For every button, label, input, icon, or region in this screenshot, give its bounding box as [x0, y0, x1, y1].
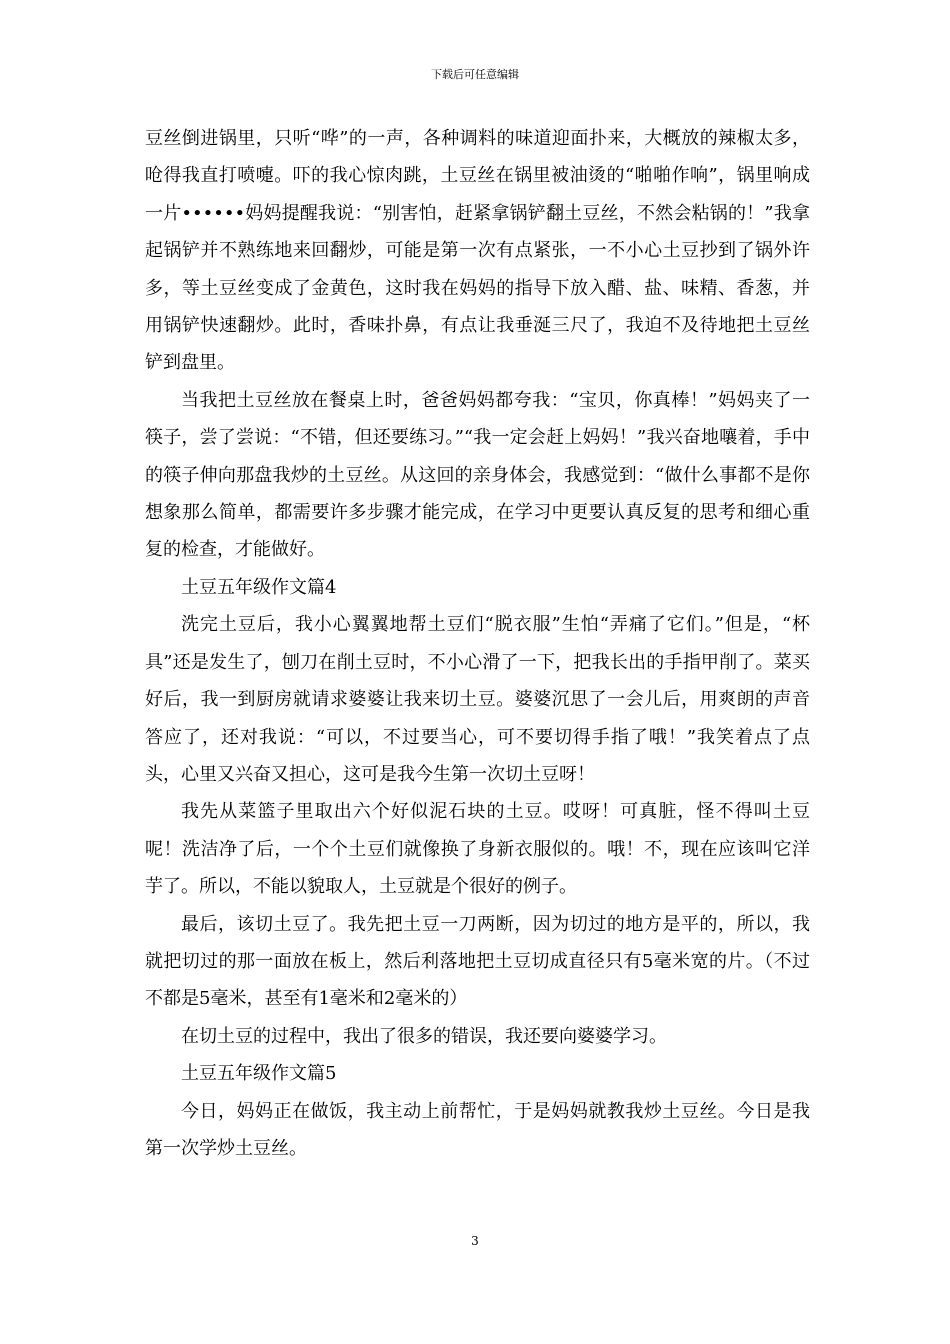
- section-heading: 土豆五年级作文篇4: [181, 576, 337, 598]
- paragraph: 我先从菜篮子里取出六个好似泥石块的土豆。哎呀！可真脏，怪不得叫土豆呢！洗洁净了后，一个个土豆们就像换了身新衣服似的。哦！不，现在应该叫它洋芋了。所以，不能以貌取人，土豆就是个很好的例子。: [145, 801, 810, 898]
- paragraph: 最后，该切土豆了。我先把土豆一刀两断，因为切过的地方是平的，所以，我就把切过的那一面放在板上，然后利落地把土豆切成直径只有5毫米宽的片。（不过不都是5毫米，甚至有1毫米和2毫米的）: [145, 913, 810, 1010]
- paragraph: 豆丝倒进锅里，只听“哗”的一声，各种调料的味道迎面扑来，大概放的辣椒太多，呛得我直打喷嚏。吓的我心惊肉跳，土豆丝在锅里被油烫的“啪啪作响”，锅里响成一片••••••妈妈提醒我说：“别害怕，赶紧拿锅铲翻土豆丝，不然会粘锅的！”我拿起锅铲并不熟练地来回翻炒，可能是第一次有点紧张，一不小心土豆抄到了锅外许多，等土豆丝变成了金黄色，这时我在妈妈的指导下放入醋、盐、味精、香葱，并用锅铲快速翻炒。此时，香味扑鼻，有点让我垂涎三尺了，我迫不及待地把土豆丝铲到盘里。: [145, 128, 810, 374]
- paragraph: 当我把土豆丝放在餐桌上时，爸爸妈妈都夸我：“宝贝，你真棒！”妈妈夹了一筷子，尝了尝说：“不错，但还要练习。”“我一定会赶上妈妈！”我兴奋地嚷着，手中的筷子伸向那盘我炒的土豆丝。从这回的亲身体会，我感觉到：“做什么事都不是你想象那么简单，都需要许多步骤才能完成，在学习中更要认真反复的思考和细心重复的检查，才能做好。: [145, 389, 810, 561]
- page-number: 3: [471, 1234, 479, 1248]
- page-header-note: 下载后可任意编辑: [431, 68, 519, 81]
- paragraph: 今日，妈妈正在做饭，我主动上前帮忙，于是妈妈就教我炒土豆丝。今日是我第一次学炒土豆丝。: [145, 1100, 810, 1159]
- document-body: [145, 120, 810, 1167]
- paragraph: 在切土豆的过程中，我出了很多的错误，我还要向婆婆学习。: [181, 1025, 667, 1047]
- section-heading: 土豆五年级作文篇5: [181, 1063, 337, 1085]
- paragraph: 洗完土豆后，我小心翼翼地帮土豆们“脱衣服”生怕“弄痛了它们。”但是，“杯具”还是发生了，刨刀在削土豆时，不小心滑了一下，把我长出的手指甲削了。菜买好后，我一到厨房就请求婆婆让我来切土豆。婆婆沉思了一会儿后，用爽朗的声音答应了，还对我说：“可以，不过要当心，可不要切得手指了哦！”我笑着点了点头，心里又兴奋又担心，这可是我今生第一次切土豆呀！: [145, 614, 810, 785]
